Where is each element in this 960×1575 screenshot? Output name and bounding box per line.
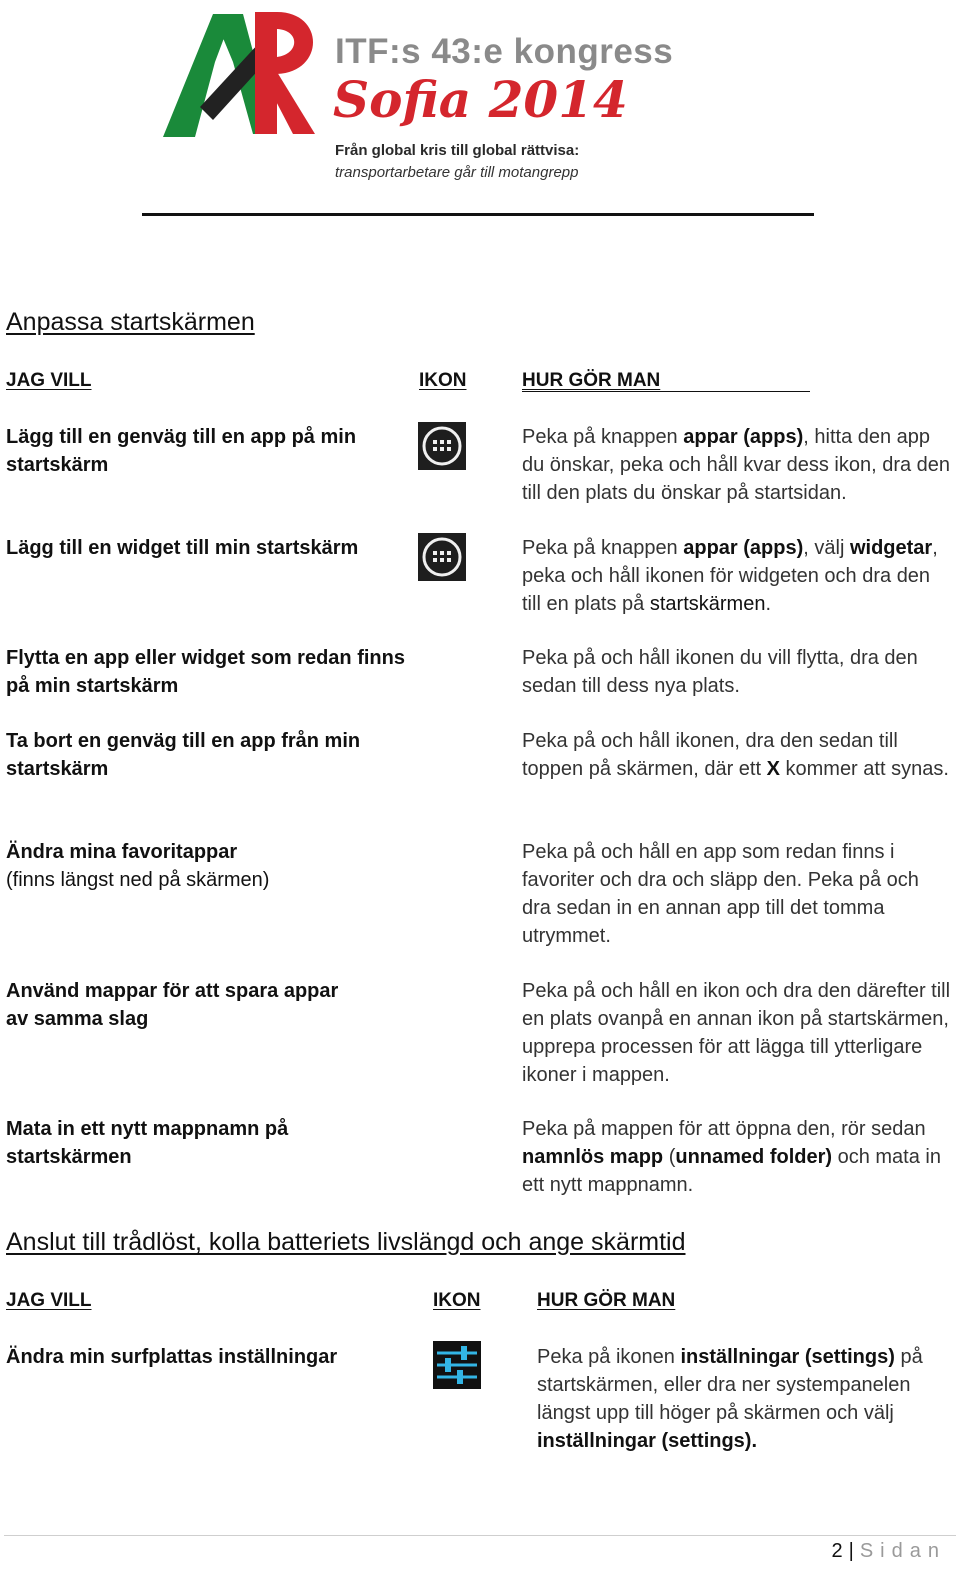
settings-icon (433, 1341, 481, 1389)
logo-tagline-2: transportarbetare går till motangrepp (335, 164, 579, 181)
section-title-customize: Anpassa startskärmen (6, 308, 255, 336)
col-head-how: HUR GÖR MAN (522, 370, 661, 391)
apps-icon (418, 422, 466, 470)
col-head-icon: IKON (433, 1290, 481, 1311)
row-want: Ändra mina favoritappar (finns längst ned på skärmen) (6, 841, 270, 891)
row-how: Peka på mappen för att öppna den, rör sedan namnlös mapp (unnamed folder) och mata in ett nytt mappnamn. (522, 1118, 941, 1196)
row-how: Peka på knappen appar (apps), hitta den app du önskar, peka och håll kvar dess ikon, dra den till den plats du önskar på startsidan. (522, 426, 951, 504)
row-how: Peka på och håll en app som redan finns i favoriter och dra och släpp den. Peka på och dra sedan in en annan app till det tomma utrymmet. (522, 841, 919, 947)
row-want: Flytta en app eller widget som redan finns på min startskärm (6, 647, 405, 697)
col-head-how: HUR GÖR MAN (537, 1290, 676, 1311)
row-how: Peka på och håll ikonen, dra den sedan till toppen på skärmen, där ett X kommer att synas. (522, 730, 949, 780)
row-want: Lägg till en widget till min startskärm (6, 537, 359, 559)
col-head-want: JAG VILL (6, 370, 92, 391)
row-want: Lägg till en genväg till en app på min startskärm (6, 426, 357, 476)
congress-logo (155, 2, 685, 202)
page-separator: | (848, 1540, 854, 1562)
logo-title: ITF:s 43:e kongress (335, 32, 674, 71)
footer-divider (4, 1535, 956, 1536)
row-how: Peka på ikonen inställningar (settings) på startskärmen, eller dra ner systempanelen längst upp till höger på skärmen och välj inställningar (settings). (537, 1346, 923, 1452)
col-head-icon: IKON (419, 370, 467, 391)
logo-tagline-1: Från global kris till global rättvisa: (335, 142, 580, 159)
row-how: Peka på och håll en ikon och dra den därefter till en plats ovanpå en annan ikon på startskärmen, upprepa processen för att lägga till ytterligare ikoner i mappen. (522, 980, 951, 1086)
row-want: Använd mappar för att spara appar av samma slag (6, 980, 339, 1030)
row-how: Peka på knappen appar (apps), välj widgetar, peka och håll ikonen för widgeten och dra den till en plats på startskärmen. (522, 537, 938, 615)
row-want: Mata in ett nytt mappnamn på startskärmen (6, 1118, 289, 1168)
col-head-underline (522, 391, 810, 392)
col-head-want: JAG VILL (6, 1290, 92, 1311)
page-footer (832, 1540, 946, 1563)
header-divider (142, 213, 814, 216)
row-want-note: (finns längst ned på skärmen) (6, 869, 270, 891)
page-number: 2 (831, 1540, 843, 1562)
logo-subtitle: Sofia 2014 (333, 70, 628, 129)
row-want: Ta bort en genväg till en app från min startskärm (6, 730, 361, 780)
itf-logo-mark (155, 2, 325, 152)
page-word: Sidan (859, 1540, 946, 1562)
row-want: Ändra min surfplattas inställningar (6, 1346, 338, 1368)
row-how: Peka på och håll ikonen du vill flytta, dra den sedan till dess nya plats. (522, 647, 918, 697)
apps-icon (418, 533, 466, 581)
section-title-wireless: Anslut till trådlöst, kolla batteriets livslängd och ange skärmtid (6, 1228, 686, 1256)
